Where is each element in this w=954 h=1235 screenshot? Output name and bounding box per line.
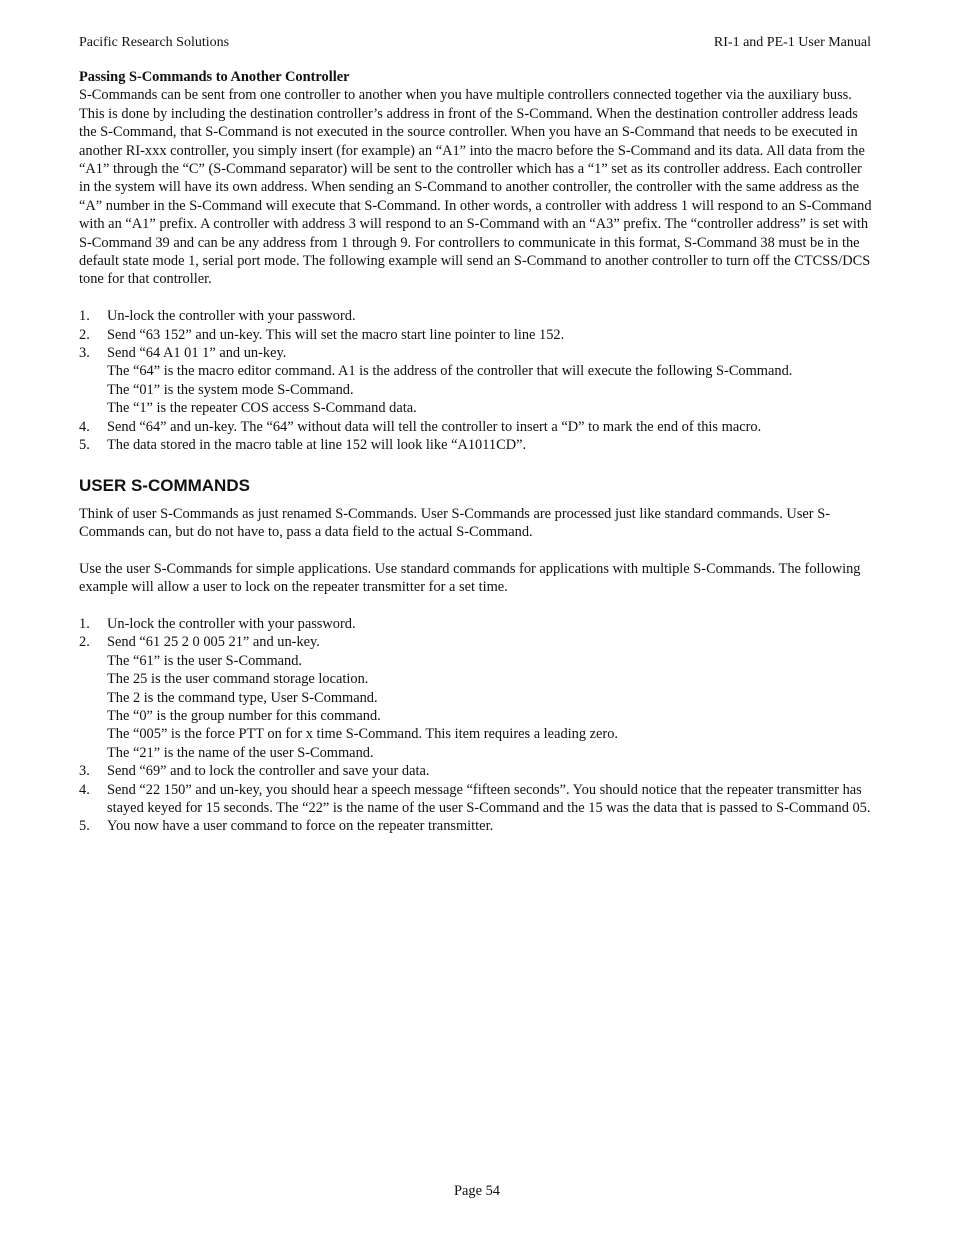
list-item <box>79 307 875 325</box>
step-text: Send “64 A1 01 1” and un-key. <box>107 345 287 362</box>
step-number: 3. <box>79 763 90 780</box>
paragraph: Use the user S-Commands for simple applications. Use standard commands for applications with multiple S-Commands. The following example will allow a user to lock on the repeater transmitter for a set time. <box>79 560 861 596</box>
step-number: 1. <box>79 308 90 325</box>
step-number: 1. <box>79 615 90 632</box>
step-number: 2. <box>79 326 90 343</box>
step-note: The “1” is the repeater COS access S-Command data. <box>107 400 417 417</box>
list-item <box>79 326 875 344</box>
page-number: Page 54 <box>454 1183 500 1199</box>
spacer <box>79 455 875 475</box>
steps-list <box>79 762 875 836</box>
step-note: The “61” is the user S-Command. <box>107 652 303 669</box>
step-text: Send “64” and un-key. The “64” without data will tell the controller to insert a “D” to mark the end of this macro. <box>107 418 762 435</box>
header-right: RI-1 and PE-1 User Manual <box>713 35 871 50</box>
step-text: Send “63 152” and un-key. This will set the macro start line pointer to line 152. <box>107 326 565 343</box>
steps-list <box>79 418 875 455</box>
spacer <box>79 597 875 615</box>
list-item <box>79 418 875 436</box>
step-text: You now have a user command to force on the repeater transmitter. <box>107 818 494 835</box>
list-item <box>79 633 875 651</box>
step-text: Send “22 150” and un-key, you should hear a speech message “fifteen seconds”. You should notice that the repeater transmitter has stayed keyed for 15 seconds. The “22” is the name of the user S-Command and the 15 was the data that is passed to S-Command 05. <box>107 781 871 816</box>
step-text: Un-lock the controller with your password. <box>107 308 356 325</box>
step-text: Send “61 25 2 0 005 21” and un-key. <box>107 634 320 651</box>
list-item <box>79 344 875 362</box>
step-number: 5. <box>79 818 90 835</box>
list-item <box>79 762 875 780</box>
paragraph: S-Command 39 and can be any address from 1 through 9. For controllers to communicate in this format, S-Command 38 must be in the default state mode 1, serial port mode. The following example will send an S-Command to another controller to turn off the CTCSS/DCS tone for that controller. <box>79 234 871 288</box>
step-note: The “64” is the macro editor command. A1 is the address of the controller that will execute the following S-Command. <box>107 363 793 380</box>
step-note: The “01” is the system mode S-Command. <box>107 381 354 398</box>
spacer <box>79 541 875 559</box>
section-subtitle: Passing S-Commands to Another Controller <box>79 69 350 85</box>
step-number: 5. <box>79 437 90 454</box>
steps-list <box>79 615 875 652</box>
step-number: 2. <box>79 634 90 651</box>
spacer <box>79 289 875 307</box>
step-number: 3. <box>79 345 90 362</box>
step-text: Un-lock the controller with your password. <box>107 615 356 632</box>
page-body <box>79 68 875 836</box>
step-number: 4. <box>79 418 90 435</box>
section-title: USER S-COMMANDS <box>79 475 250 495</box>
step-note: The “005” is the force PTT on for x time S-Command. This item requires a leading zero. <box>107 726 619 743</box>
step-note: The “0” is the group number for this command. <box>107 707 381 724</box>
step-number: 4. <box>79 781 90 798</box>
paragraph: S-Commands can be sent from one controller to another when you have multiple controllers connected together via the auxiliary buss. This is done by including the destination controller’s address in front of the S-Command. When the destination controller address leads the S-Command, that S-Command is not executed in the source controller. When you have an S-Command that needs to be executed in another RI-xxx controller, you simply insert (for example) an “A1” into the macro before the S-Command and its data. All data from the “A1” through the “C” (S-Command separator) will be sent to the controller which has a “1” set as its controller address. Each controller in the system will have its own address. When sending an S-Command to another controller, the controller with the same address as the “A” number in the S-Command will execute that S-Command. In other words, a controller with address 1 will respond to an S-Command with an “A1” prefix. A controller with address 3 will respond to an S-Command with an “A3” prefix. The “controller address” is set with <box>79 87 872 233</box>
list-item <box>79 436 875 454</box>
step-text: The data stored in the macro table at line 152 will look like “A1011CD”. <box>107 437 527 454</box>
step-note: The “21” is the name of the user S-Command. <box>107 744 374 761</box>
step-note: The 2 is the command type, User S-Command. <box>107 689 378 706</box>
list-item <box>79 781 875 818</box>
list-item <box>79 615 875 633</box>
step-text: Send “69” and to lock the controller and save your data. <box>107 763 430 780</box>
step-note: The 25 is the user command storage location. <box>107 671 369 688</box>
header-left: Pacific Research Solutions <box>79 35 230 50</box>
paragraph: Think of user S-Commands as just renamed S-Commands. User S-Commands are processed just like standard commands. User S-Commands can, but do not have to, pass a data field to the actual S-Command. <box>79 505 830 540</box>
list-item <box>79 817 875 835</box>
steps-list <box>79 307 875 362</box>
